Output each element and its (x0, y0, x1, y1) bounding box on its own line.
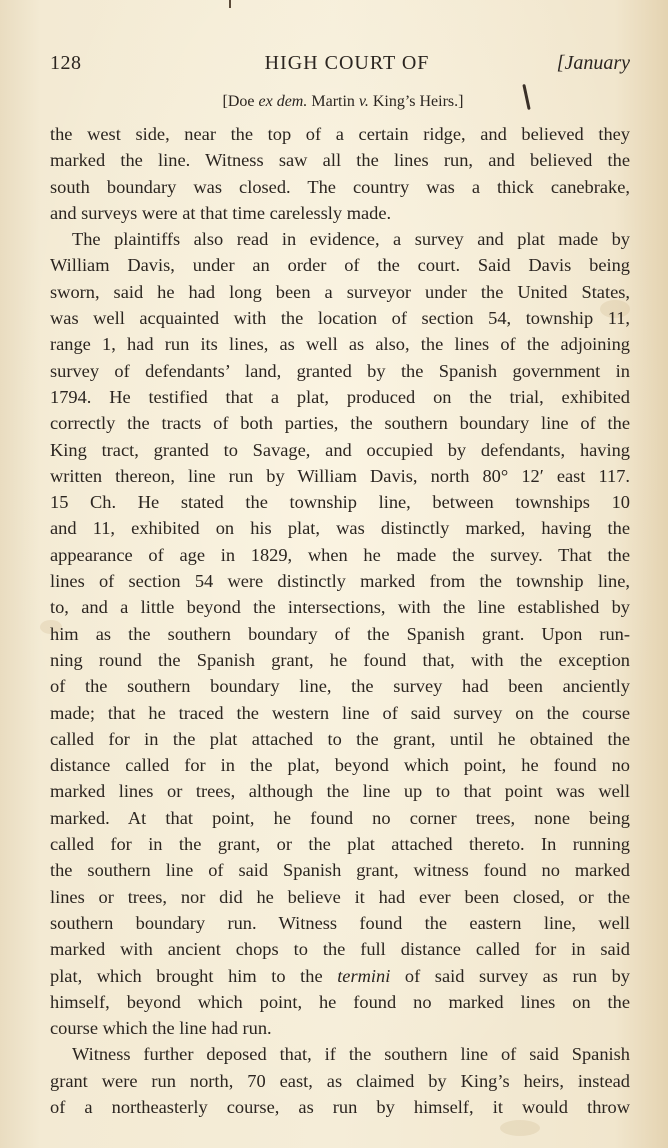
case-caption-middle: Martin (307, 93, 359, 110)
text-line: southern boundary run. Witness found the eastern line, well (50, 912, 630, 933)
text-line: distance called for in the plat, beyond which point, he found no (50, 755, 630, 776)
text-line: lines or trees, nor did he believe it had ever been closed, or the (50, 886, 630, 907)
text-line: range 1, had run its lines, as well as also, the lines of the adjoining (50, 334, 630, 355)
text-line: the southern line of said Spanish grant, witness found no marked (50, 860, 630, 881)
text-line: lines of section 54 were distinctly marked from the township line, (50, 571, 630, 592)
text-line: to, and a little beyond the intersections, with the line established by (50, 597, 630, 618)
case-caption-close: King’s Heirs.] (368, 93, 464, 110)
text-line: called for in the plat attached to the grant, until he obtained the (50, 728, 630, 749)
body-text (50, 121, 630, 1120)
running-head-month: [January (556, 52, 630, 74)
text-line: was well acquainted with the location of section 54, township 11, (50, 308, 630, 329)
text-line: 1794. He testified that a plat, produced on the trial, exhibited (50, 386, 630, 407)
text-line: Witness further deposed that, if the southern line of said Spanish (72, 1044, 630, 1065)
text-line: grant were run north, 70 east, as claimed by King’s heirs, instead (50, 1070, 630, 1091)
case-caption-open: [Doe (222, 93, 259, 110)
text-line: himself, beyond which point, he found no marked lines on the (50, 991, 630, 1012)
case-caption-v: v. (358, 93, 369, 110)
text-line: appearance of age in 1829, when he made the survey. That the (50, 544, 630, 565)
text-line: of a northeasterly course, as run by himself, it would throw (50, 1096, 630, 1117)
running-head (50, 52, 630, 82)
text-line: south boundary was closed. The country was a thick canebrake, (50, 176, 630, 197)
text-line: of the southern boundary line, the survey had been anciently (50, 676, 630, 697)
text-line: written thereon, line run by William Davis, north 80° 12′ east 117. (50, 465, 630, 486)
text-line: survey of defendants’ land, granted by the Spanish government in (50, 360, 630, 381)
text-line: ning round the Spanish grant, he found that, with the exception (50, 649, 630, 670)
top-edge-mark (229, 0, 231, 8)
text-line: The plaintiffs also read in evidence, a survey and plat made by (72, 229, 630, 250)
text-line: marked. At that point, he found no corner trees, none being (50, 807, 630, 828)
text-line: plat, which brought him to the termini of said survey as run by (50, 965, 630, 986)
case-caption (0, 93, 668, 111)
text-line: the west side, near the top of a certain ridge, and believed they (50, 124, 630, 144)
text-line: correctly the tracts of both parties, the southern boundary line of the (50, 413, 630, 434)
text-line: King tract, granted to Savage, and occupied by defendants, having (50, 439, 630, 460)
text-line: William Davis, under an order of the court. Said Davis being (50, 255, 630, 276)
text-line: course which the line had run. (50, 1018, 272, 1039)
text-line: 15 Ch. He stated the township line, between townships 10 (50, 492, 630, 513)
case-caption-ex-dem: ex dem. (258, 93, 308, 110)
text-line: marked lines or trees, although the line up to that point was well (50, 781, 630, 802)
text-line: marked the line. Witness saw all the lines run, and believed the (50, 150, 630, 171)
text-line: and surveys were at that time carelessly made. (50, 202, 392, 223)
page-number: 128 (50, 52, 82, 74)
text-line: him as the southern boundary of the Spanish grant. Upon run- (50, 623, 630, 644)
italic-word: termini (337, 965, 391, 986)
text-line: made; that he traced the western line of said survey on the course (50, 702, 630, 723)
text-line: marked with ancient chops to the full distance called for in said (50, 939, 630, 960)
text-line: sworn, said he had long been a surveyor under the United States, (50, 281, 630, 302)
text-line: called for in the grant, or the plat attached thereto. In running (50, 834, 630, 855)
running-head-title: HIGH COURT OF (264, 52, 430, 74)
text-line: and 11, exhibited on his plat, was distinctly marked, having the (50, 518, 630, 539)
paper-stain (500, 1120, 540, 1136)
